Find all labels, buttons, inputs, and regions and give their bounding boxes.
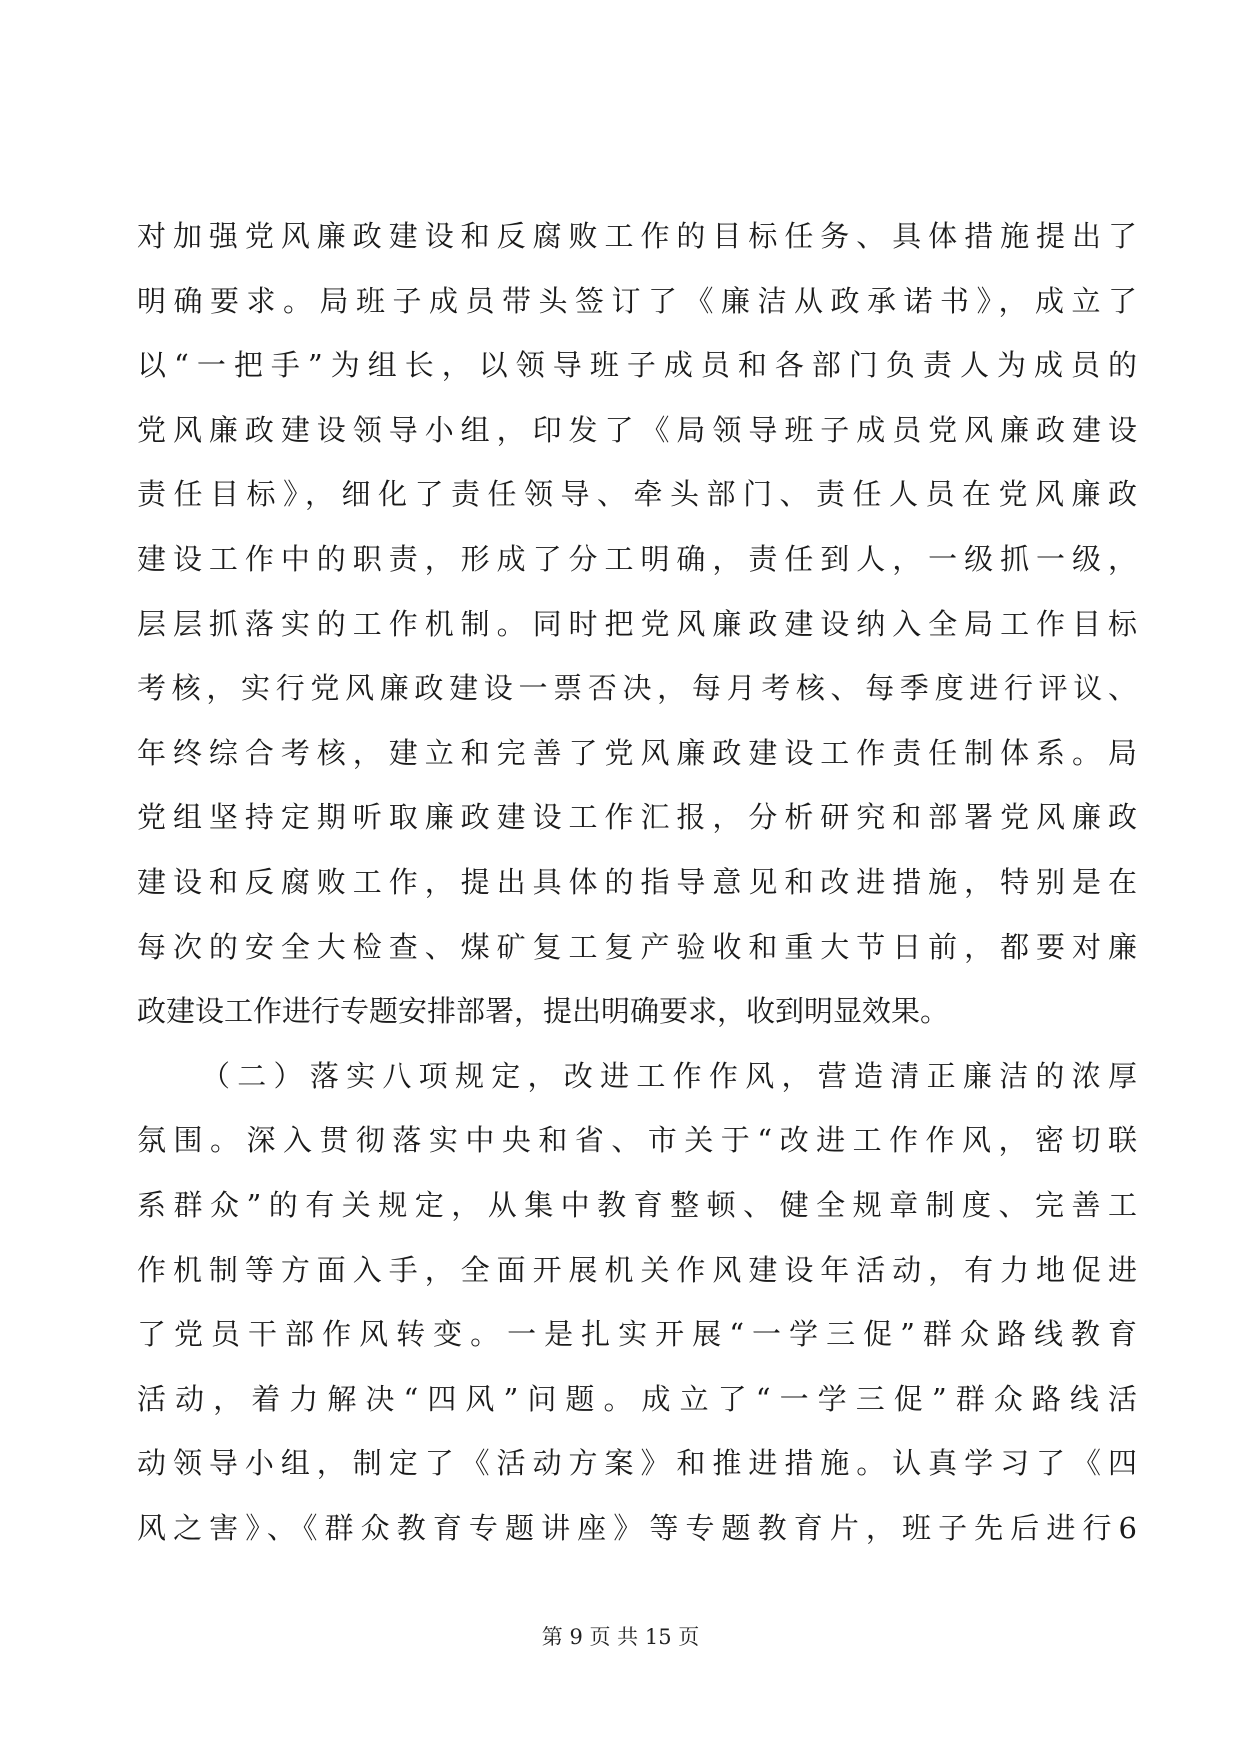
text-line: 以“一把手”为组长，以领导班子成员和各部门负责人为成员的 <box>137 348 1137 383</box>
text-line: 政建设工作进行专题安排部署，提出明确要求，收到明显效果。 <box>137 994 950 1029</box>
page-number-footer: 第 9 页 共 15 页 <box>541 1625 700 1649</box>
text-line: 建设工作中的职责，形成了分工明确，责任到人，一级抓一级， <box>137 541 1137 576</box>
text-line: 年终综合考核，建立和完善了党风廉政建设工作责任制体系。局 <box>137 735 1137 770</box>
text-line: 了党员干部作风转变。一是扎实开展“一学三促”群众路线教育 <box>137 1317 1137 1352</box>
text-line: 建设和反腐败工作，提出具体的指导意见和改进措施，特别是在 <box>137 864 1137 899</box>
text-line: 考核，实行党风廉政建设一票否决，每月考核、每季度进行评议、 <box>137 671 1137 706</box>
text-line: 氛围。深入贯彻落实中央和省、市关于“改进工作作风，密切联 <box>137 1123 1137 1158</box>
text-line: 对加强党风廉政建设和反腐败工作的目标任务、具体措施提出了 <box>137 219 1137 253</box>
text-line: 动领导小组，制定了《活动方案》和推进措施。认真学习了《四 <box>137 1446 1137 1481</box>
text-line: 责任目标》，细化了责任领导、牵头部门、责任人员在党风廉政 <box>137 477 1137 512</box>
text-line: 作机制等方面入手，全面开展机关作风建设年活动，有力地促进 <box>137 1252 1137 1287</box>
section-heading-line: （二）落实八项规定，改进工作作风，营造清正廉洁的浓厚 <box>201 1058 1137 1093</box>
text-line: 明确要求。局班子成员带头签订了《廉洁从政承诺书》，成立了 <box>137 283 1137 318</box>
text-line: 党组坚持定期听取廉政建设工作汇报，分析研究和部署党风廉政 <box>137 800 1137 835</box>
text-line: 风之害》、《群众教育专题讲座》等专题教育片，班子先后进行6 <box>137 1510 1137 1545</box>
text-line: 系群众”的有关规定，从集中教育整顿、健全规章制度、完善工 <box>137 1187 1137 1222</box>
text-line: 活动，着力解决“四风”问题。成立了“一学三促”群众路线活 <box>137 1381 1137 1416</box>
body-text <box>137 204 1137 1560</box>
text-line: 层层抓落实的工作机制。同时把党风廉政建设纳入全局工作目标 <box>137 606 1137 641</box>
text-line: 每次的安全大检查、煤矿复工复产验收和重大节日前，都要对廉 <box>137 929 1137 964</box>
text-line: 党风廉政建设领导小组，印发了《局领导班子成员党风廉政建设 <box>137 412 1137 447</box>
